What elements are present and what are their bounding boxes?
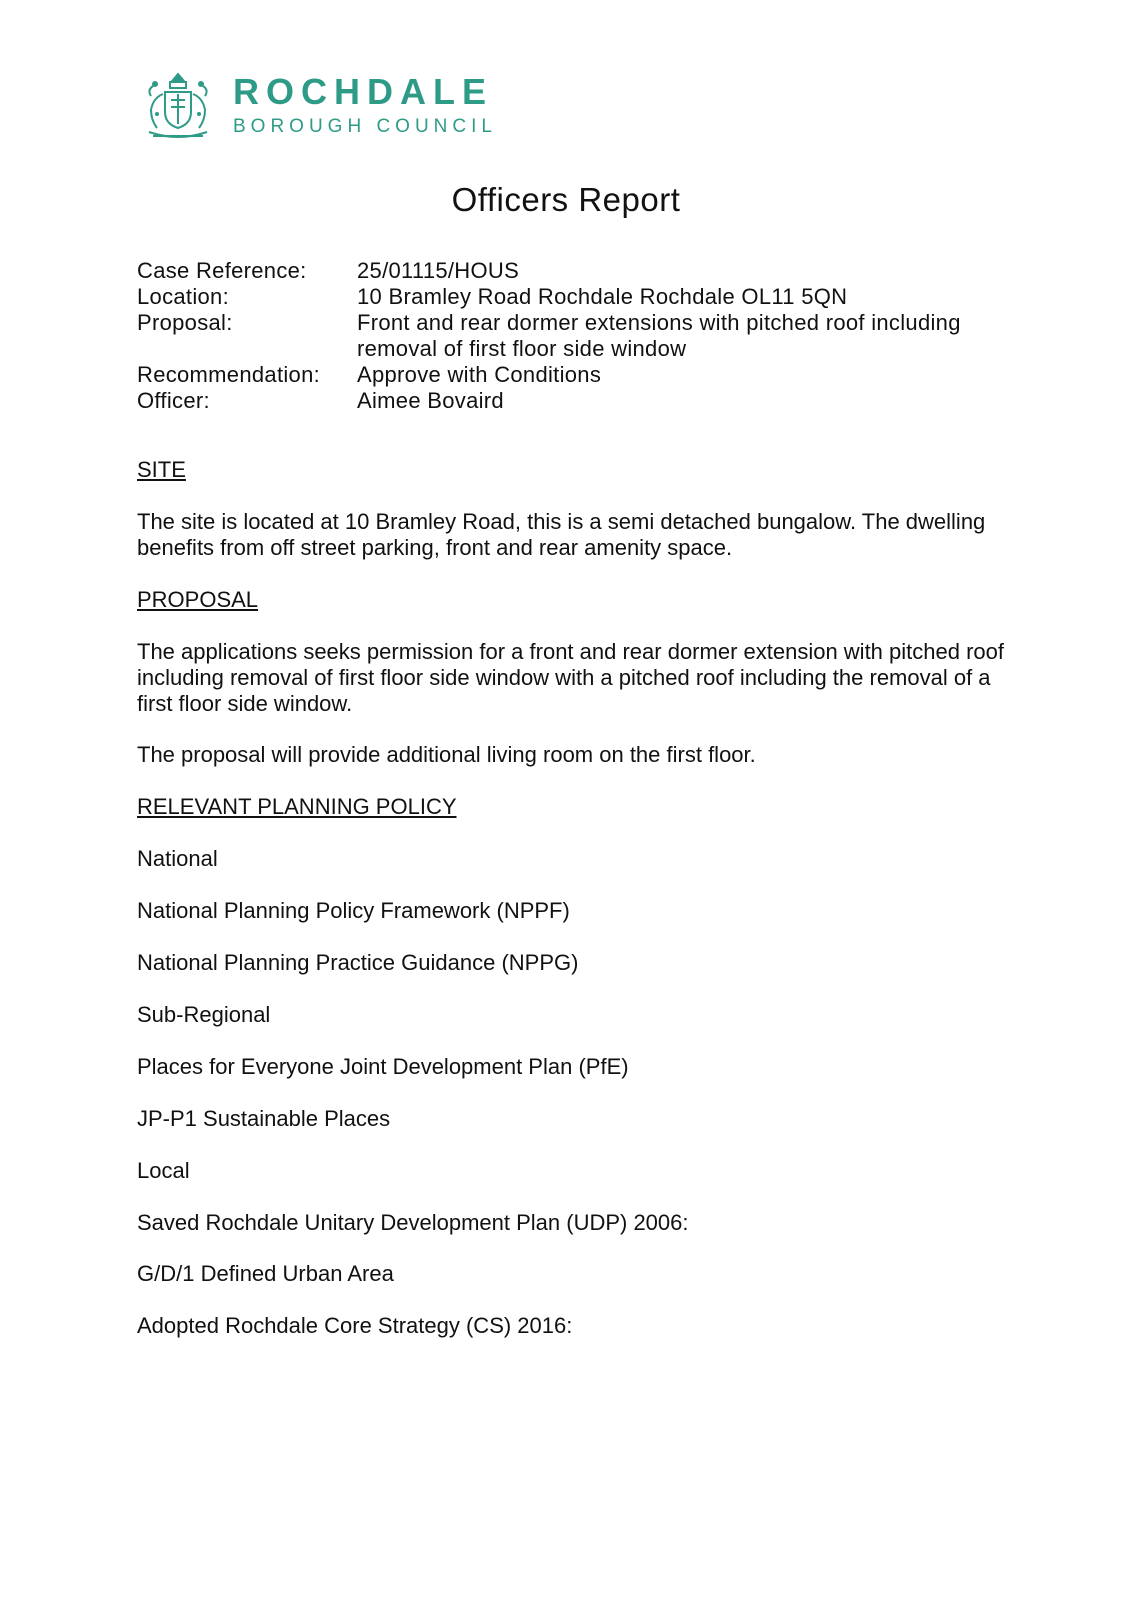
coat-of-arms-icon [143, 70, 213, 142]
proposal-label: Proposal: [137, 310, 233, 335]
policy-item: Sub-Regional [137, 1002, 271, 1027]
proposal-heading: PROPOSAL [137, 587, 259, 612]
policy-item: JP-P1 Sustainable Places [137, 1106, 391, 1131]
proposal-text-2: The proposal will provide additional living room on the first floor. [137, 742, 756, 767]
logo-subtitle: BOROUGH COUNCIL [233, 116, 497, 137]
policy-item: National [137, 846, 218, 871]
page-title: Officers Report [451, 181, 681, 218]
site-text: The site is located at 10 Bramley Road, this is a semi detached bungalow. The dwelling benefits from off street parking, front and rear amenity space. [137, 509, 986, 560]
case-details [137, 258, 1017, 414]
policy-heading: RELEVANT PLANNING POLICY [137, 794, 457, 819]
policy-item: Places for Everyone Joint Development Plan (PfE) [137, 1054, 629, 1079]
proposal-value: Front and rear dormer extensions with pitched roof including removal of first floor side window [357, 310, 961, 361]
recommendation-value: Approve with Conditions [357, 362, 602, 387]
site-heading: SITE [137, 457, 186, 482]
officer-label: Officer: [137, 388, 210, 413]
case-reference-value: 25/01115/HOUS [357, 258, 520, 283]
recommendation-label: Recommendation: [137, 362, 321, 387]
council-logo [143, 70, 497, 142]
policy-item: Adopted Rochdale Core Strategy (CS) 2016: [137, 1313, 573, 1338]
proposal-text: The applications seeks permission for a front and rear dormer extension with pitched roof including removal of first floor side window with a pitched roof including the removal of a first floor side window. [137, 639, 1004, 716]
officer-row [137, 388, 1017, 414]
location-value: 10 Bramley Road Rochdale Rochdale OL11 5QN [357, 284, 848, 309]
recommendation-row [137, 362, 1017, 388]
policy-item: Saved Rochdale Unitary Development Plan (UDP) 2006: [137, 1210, 689, 1235]
location-row [137, 284, 1017, 310]
proposal-row [137, 310, 1017, 362]
case-reference-label: Case Reference: [137, 258, 307, 283]
location-label: Location: [137, 284, 229, 309]
officer-value: Aimee Bovaird [357, 388, 504, 413]
policy-item: National Planning Policy Framework (NPPF) [137, 898, 570, 923]
policy-item: Local [137, 1158, 190, 1183]
logo-name: ROCHDALE [233, 71, 493, 112]
case-reference-row [137, 258, 1017, 284]
policy-item: National Planning Practice Guidance (NPPG) [137, 950, 579, 975]
policy-item: G/D/1 Defined Urban Area [137, 1261, 394, 1286]
